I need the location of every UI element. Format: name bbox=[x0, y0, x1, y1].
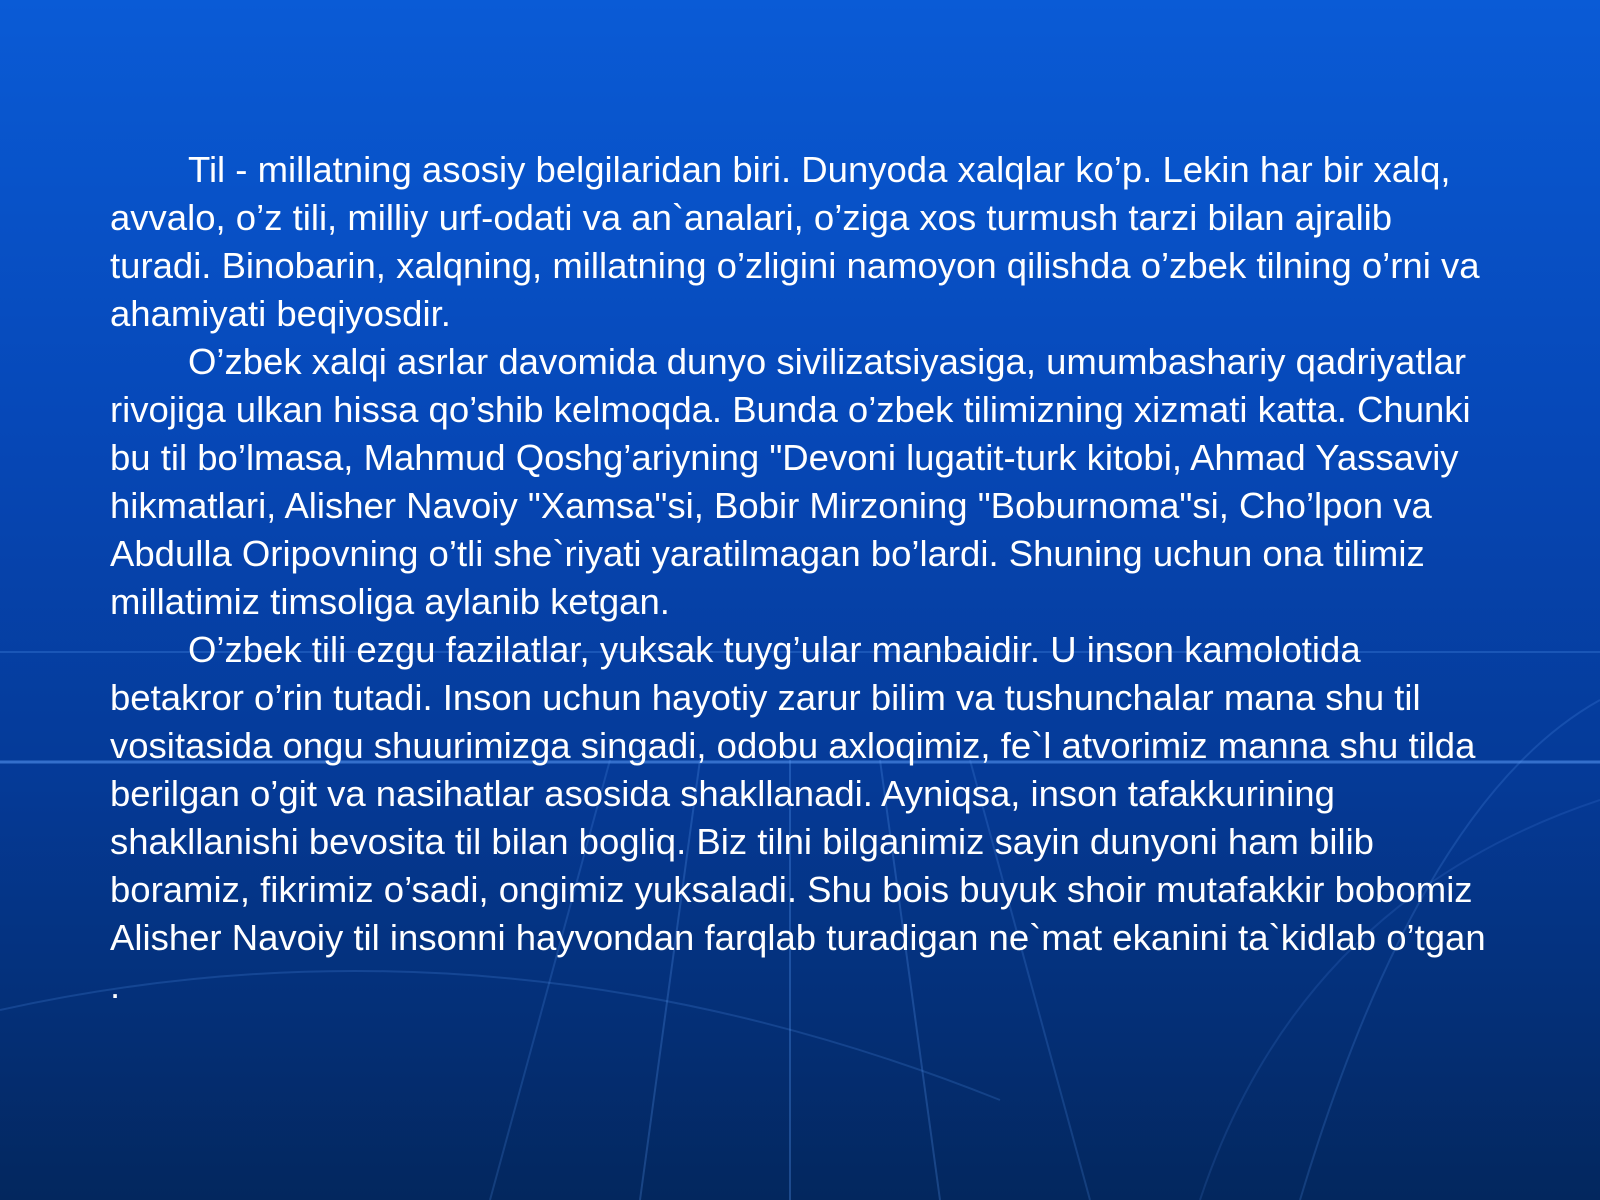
slide-body-text bbox=[110, 146, 1490, 1010]
paragraph-3: O’zbek tili ezgu fazilatlar, yuksak tuyg’ular manbaidir. U inson kamolotida betakror o’rin tutadi. Inson uchun hayotiy zarur bilim va tushunchalar mana shu til vositasida ongu shuurimizga singadi, odobu axloqimiz, fe`l atvorimiz manna shu tilda berilgan o’git va nasihatlar asosida shakllanadi. Ayniqsa, inson tafakkurining shakllanishi bevosita til bilan bogliq. Biz tilni bilganimiz sayin dunyoni ham bilib boramiz, fikrimiz o’sadi, ongimiz yuksaladi. Shu bois buyuk shoir mutafakkir bobomiz Alisher Navoiy til insonni hayvondan farqlab turadigan ne`mat ekanini ta`kidlab o’tgan . bbox=[110, 629, 1486, 1006]
paragraph-2: O’zbek xalqi asrlar davomida dunyo sivilizatsiyasiga, umumbashariy qadriyatlar rivojiga ulkan hissa qo’shib kelmoqda. Bunda o’zbek tilimizning xizmati katta. Chunki bu til bo’lmasa, Mahmud Qoshg’ariyning "Devoni lugatit-turk kitobi, Ahmad Yassaviy hikmatlari, Alisher Navoiy "Xamsa"si, Bobir Mirzoning "Boburnoma"si, Cho’lpon va Abdulla Oripovning o’tli she`riyati yaratilmagan bo’lardi. Shuning uchun ona tilimiz millatimiz timsoliga aylanib ketgan. bbox=[110, 341, 1471, 622]
paragraph-1: Til - millatning asosiy belgilaridan biri. Dunyoda xalqlar ko’p. Lekin har bir xalq, avvalo, o’z tili, milliy urf-odati va an`analari, o’ziga xos turmush tarzi bilan ajralib turadi. Binobarin, xalqning, millatning o’zligini namoyon qilishda o’zbek tilning o’rni va ahamiyati beqiyosdir. bbox=[110, 149, 1480, 334]
